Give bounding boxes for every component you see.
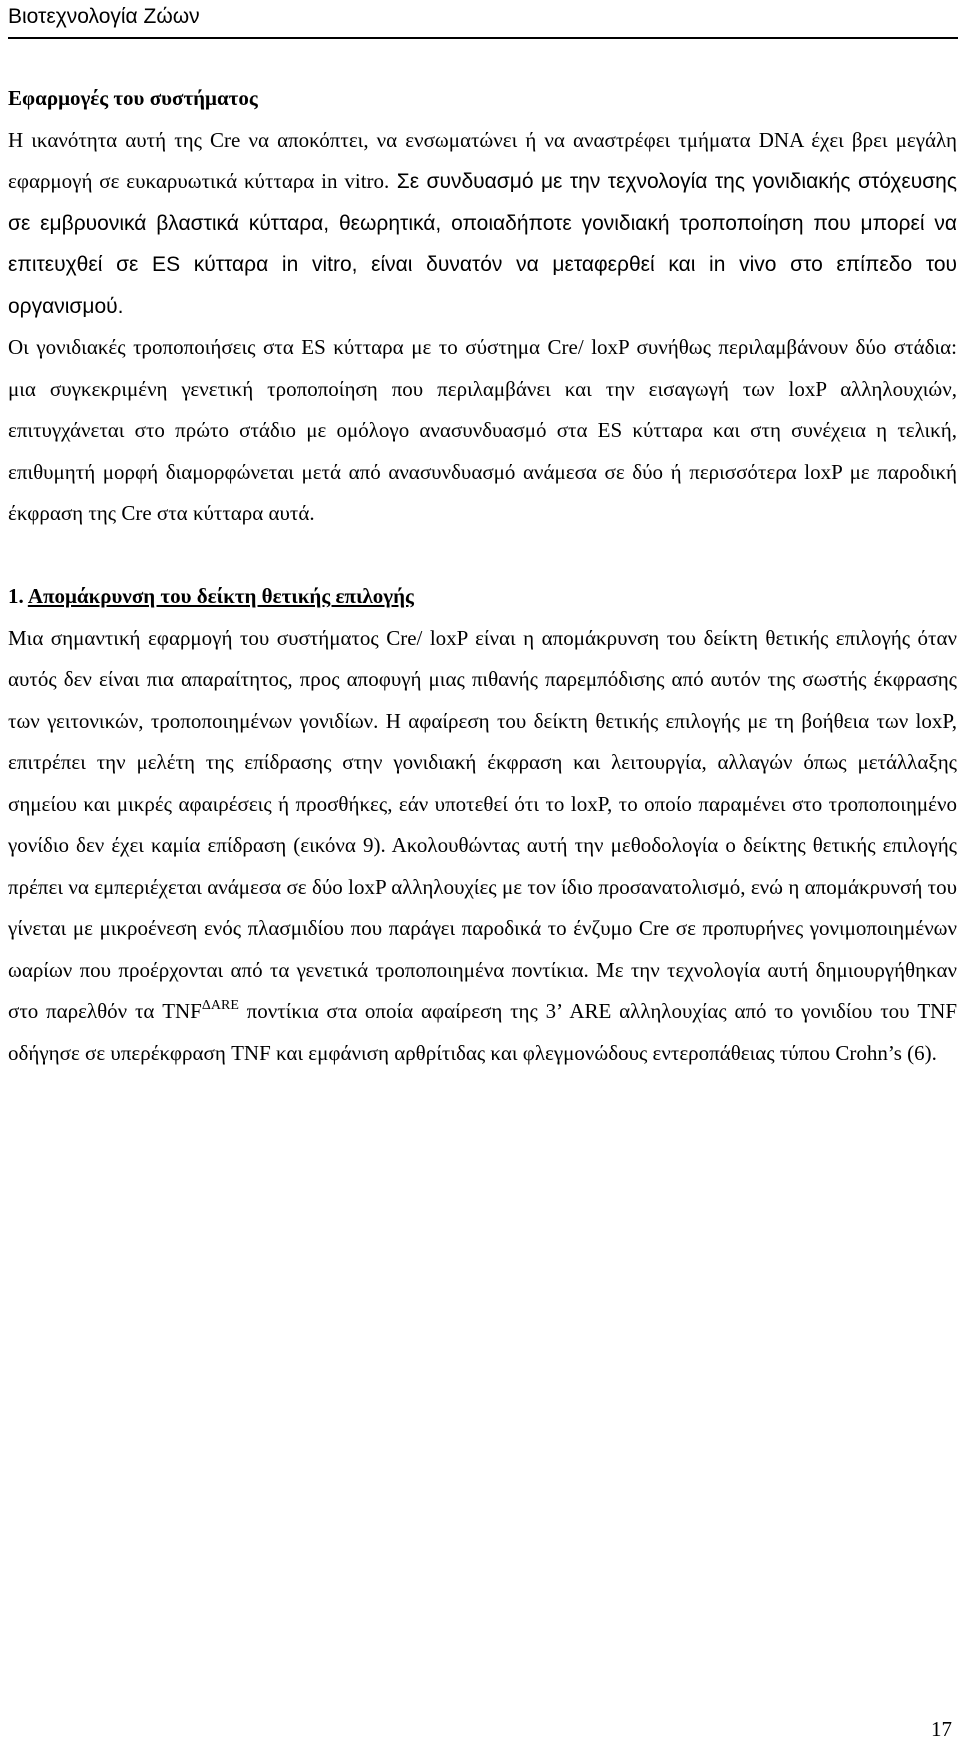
header-divider	[8, 37, 958, 39]
paragraph-3-part-2: ποντίκια στα οποία αφαίρεση της 3’ ARE αλληλουχίας από το γονιδίου του TNF οδήγησε σε υπερέκφραση TNF και εμφάνιση αρθρίτιδας και φλεγμονώδους εντεροπάθειας τύπου Crohn’s (6).	[8, 999, 958, 1065]
paragraph-1-intro: Η ικανότητα αυτή της Cre να αποκόπτει, να ενσωματώνει ή να αναστρέφει τμήματα DNA έχει βρει μεγάλη εφαρμογή σε ευκαρυωτικά κύτταρα in vitro.	[8, 127, 957, 193]
paragraph-1	[8, 120, 957, 328]
subsection-heading	[8, 576, 957, 618]
document-body	[8, 78, 957, 1074]
paragraph-1-rest: Σε συνδυασμό με την τεχνολογία της γονιδιακής στόχευσης σε εμβρυονικά βλαστικά κύτταρα, θεωρητικά, οποιαδήποτε γονιδιακή τροποποίηση που μπορεί να επιτευχθεί σε ES κύτταρα in vitro, είναι δυνατόν να μεταφερθεί και in vivo στο επίπεδο του οργανισμού.	[8, 170, 957, 318]
paragraph-2: Οι γονιδιακές τροποποιήσεις στα ES κύτταρα με το σύστημα Cre/ loxP συνήθως περιλαμβάνουν δύο στάδια: μια συγκεκριμένη γενετική τροποποίηση που περιλαμβάνει και την εισαγωγή των loxP αλληλουχιών, επιτυγχάνεται στο πρώτο στάδιο με ομόλογο ανασυνδυασμό στα ES κύτταρα και στη συνέχεια η τελική, επιθυμητή μορφή διαμορφώνεται μετά από ανασυνδυασμό ανάμεσα σε δύο ή περισσότερα loxP με παροδική έκφραση της Cre στα κύτταρα αυτά.	[8, 335, 957, 525]
tnf-superscript: ΔARE	[201, 998, 239, 1013]
paragraph-3	[8, 618, 957, 1075]
subsection-title: Απομάκρυνση του δείκτη θετικής επιλογής	[27, 584, 414, 608]
section-heading: Εφαρμογές του συστήματος	[8, 86, 258, 110]
subsection-number: 1.	[8, 584, 24, 608]
running-header-title: Βιοτεχνολογία Ζώων	[8, 5, 200, 28]
paragraph-spacer	[8, 535, 957, 577]
page-number: 17	[931, 1717, 952, 1741]
paragraph-3-part-1: Μια σημαντική εφαρμογή του συστήματος Cre/ loxP είναι η απομάκρυνση του δείκτη θετικής επιλογής όταν αυτός δεν είναι πια απαραίτητος, προς αποφυγή μιας πιθανής παρεμπόδισης από αυτόν της σωστής έκφρασης των γειτονικών, τροποποιημένων γονιδίων. Η αφαίρεση του δείκτη θετικής επιλογής με τη βοήθεια των loxP, επιτρέπει την μελέτη της επίδρασης στην γονιδιακή έκφραση και λειτουργία, αλλαγών όπως μετάλλαξης σημείου και μικρές αφαιρέσεις ή προσθήκες, εάν υποτεθεί ότι το loxP, το οποίο παραμένει στο τροποποιημένο γονίδιο δεν έχει καμία επίδραση (εικόνα 9). Ακολουθώντας αυτή την μεθοδολογία ο δείκτης θετικής επιλογής πρέπει να εμπεριέχεται ανάμεσα σε δύο loxP αλληλουχίες με τον ίδιο προσανατολισμό, ενώ η απομάκρυνσή του γίνεται με μικροένεση ενός πλασμιδίου που παράγει παροδικά το ένζυμο Cre σε προπυρήνες γονιμοποιημένων ωαρίων που προέρχονται από τα γενετικά τροποποιημένα ποντίκια. Με την τεχνολογία αυτή δημιουργήθηκαν στο παρελθόν τα TNF	[8, 625, 957, 1023]
